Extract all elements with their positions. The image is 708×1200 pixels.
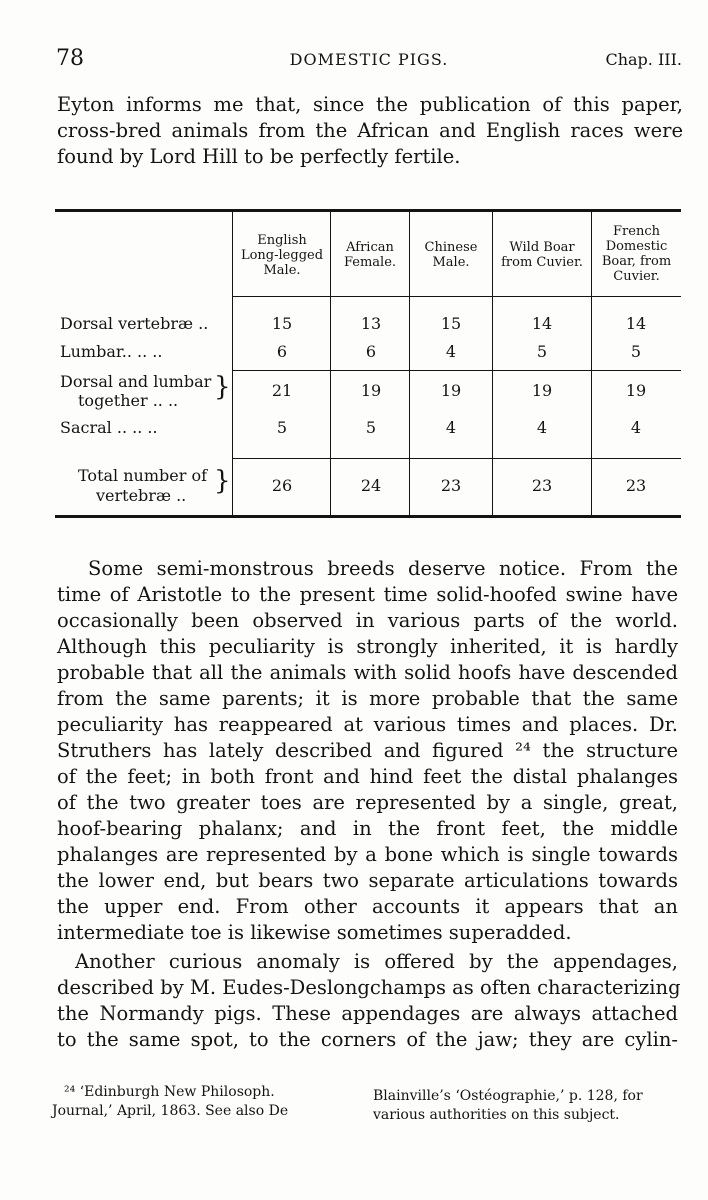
table-cell: 5 <box>630 342 642 361</box>
table-cell: 4 <box>630 418 642 437</box>
footnote-line: various authorities on this subject. <box>373 1107 620 1123</box>
text-line: of the two greater toes are represented by a single, great, <box>57 791 678 814</box>
table-cell: 4 <box>536 418 548 437</box>
row-rule <box>232 370 681 371</box>
table-bottom-rule <box>55 515 681 518</box>
column-header: African Female. <box>343 240 397 270</box>
text-line: hoof-bearing phalanx; and in the front feet, the middle <box>57 817 678 840</box>
row-label: Lumbar.. .. .. <box>60 342 163 361</box>
table-cell: 4 <box>445 418 457 437</box>
column-header: Wild Boar from Cuvier. <box>501 240 583 270</box>
text-line: Struthers has lately described and figured ²⁴ the structure <box>57 739 678 762</box>
text-line: time of Aristotle to the present time solid-hoofed swine have <box>57 583 678 606</box>
table-cell: 24 <box>360 476 382 495</box>
text-line: found by Lord Hill to be perfectly fertile. <box>57 145 461 168</box>
table-cell: 19 <box>440 381 462 400</box>
brace-glyph: } <box>214 466 231 496</box>
brace-glyph: } <box>214 372 231 402</box>
table-cell: 19 <box>531 381 553 400</box>
text-line: to the same spot, to the corners of the jaw; they are cylin- <box>57 1028 678 1051</box>
table-cell: 14 <box>625 314 647 333</box>
row-label: Total number of <box>78 466 208 485</box>
text-line: peculiarity has reappeared at various times and places. Dr. <box>57 713 678 736</box>
footnote-line: ²⁴ ‘Edinburgh New Philosoph. <box>64 1084 275 1100</box>
table-cell: 13 <box>360 314 382 333</box>
table-cell: 6 <box>276 342 288 361</box>
table-cell: 23 <box>625 476 647 495</box>
row-label: Sacral .. .. .. <box>60 418 158 437</box>
text-line: of the feet; in both front and hind feet the distal phalanges <box>57 765 678 788</box>
table-cell: 4 <box>445 342 457 361</box>
column-header: French Domestic Boar, from Cuvier. <box>601 224 672 284</box>
text-line: Although this peculiarity is strongly inherited, it is hardly <box>57 635 678 658</box>
page-header <box>56 46 682 76</box>
table-cell: 5 <box>365 418 377 437</box>
footnote-line: Blainville’s ‘Ostéographie,’ p. 128, for <box>373 1088 643 1104</box>
table-cell: 23 <box>531 476 553 495</box>
text-line: Eyton informs me that, since the publication of this paper, <box>57 93 683 116</box>
text-line: phalanges are represented by a bone which is single towards <box>57 843 678 866</box>
text-line: intermediate toe is likewise sometimes superadded. <box>57 921 572 944</box>
column-header: Chinese Male. <box>424 240 478 270</box>
text-line: Another curious anomaly is offered by the appendages, <box>75 950 678 973</box>
table-cell: 19 <box>625 381 647 400</box>
text-line: the lower end, but bears two separate articulations towards <box>57 869 678 892</box>
column-header: English Long-legged Male. <box>240 233 324 278</box>
table-cell: 26 <box>271 476 293 495</box>
row-label: together .. .. <box>78 391 179 410</box>
table-cell: 6 <box>365 342 377 361</box>
text-line: cross-bred animals from the African and English races were <box>57 119 683 142</box>
text-line: the Normandy pigs. These appendages are always attached <box>57 1002 678 1025</box>
column-divider <box>232 212 233 515</box>
table-cell: 5 <box>276 418 288 437</box>
table-cell: 23 <box>440 476 462 495</box>
text-line: occasionally been observed in various parts of the world. <box>57 609 678 632</box>
table-cell: 21 <box>271 381 293 400</box>
text-line: Some semi-monstrous breeds deserve notice. From the <box>88 557 678 580</box>
row-rule <box>232 458 681 459</box>
page-number: 78 <box>56 46 84 71</box>
table-cell: 14 <box>531 314 553 333</box>
row-label: Dorsal vertebræ .. <box>60 314 209 333</box>
table-cell: 19 <box>360 381 382 400</box>
table-cell: 5 <box>536 342 548 361</box>
text-line: from the same parents; it is more probable that the same <box>57 687 678 710</box>
header-rule <box>232 296 681 297</box>
row-label: vertebræ .. <box>96 486 187 505</box>
table-top-rule <box>55 209 681 212</box>
chapter-label: Chap. III. <box>605 50 682 69</box>
text-line: the upper end. From other accounts it appears that an <box>57 895 678 918</box>
table-cell: 15 <box>271 314 293 333</box>
text-line: probable that all the animals with solid hoofs have descended <box>57 661 678 684</box>
row-label: Dorsal and lumbar <box>60 372 212 391</box>
footnote-line: Journal,’ April, 1863. See also De <box>52 1103 289 1119</box>
table-cell: 15 <box>440 314 462 333</box>
text-line: described by M. Eudes-Deslongchamps as often characterizing <box>57 976 681 999</box>
running-title: DOMESTIC PIGS. <box>289 50 449 69</box>
